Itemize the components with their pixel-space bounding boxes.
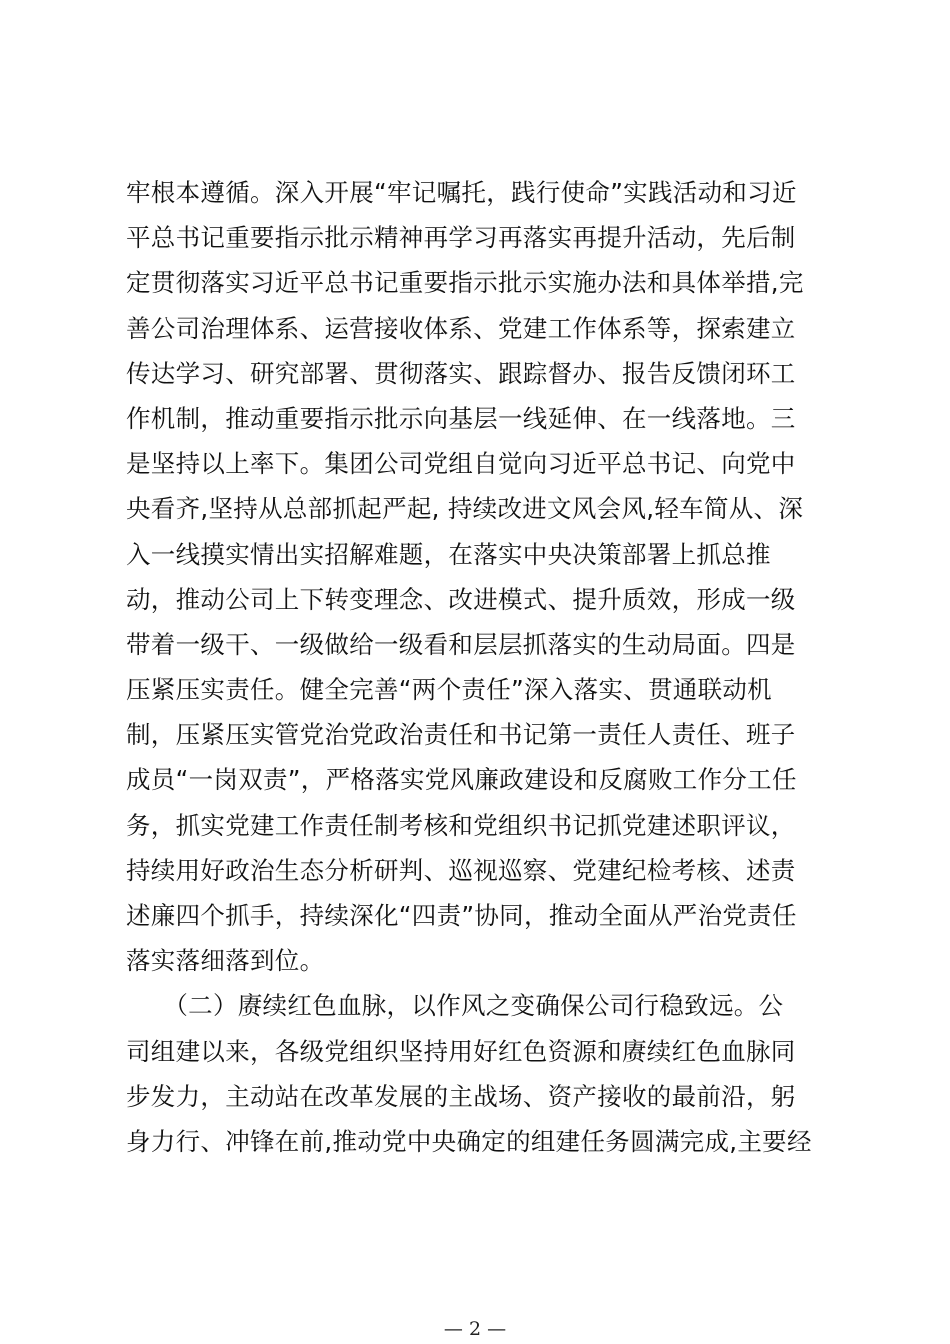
page-number: — 2 — [443,1318,507,1340]
text-line: 身力行、冲锋在前,推动党中央确定的组建任务圆满完成,主要经 [126,1126,812,1156]
text-line: 入一线摸实情出实招解难题，在落实中央决策部署上抓总推 [126,539,771,569]
text-line: 是坚持以上率下。集团公司党组自觉向习近平总书记、向党中 [126,449,796,479]
text-line: （二）赓续红色血脉，以作风之变确保公司行稳致远。公 [126,991,784,1021]
text-line: 牢根本遵循。深入开展“牢记嘱托，践行使命”实践活动和习近 [126,178,797,207]
text-line: 央看齐,坚持从总部抓起严起, 持续改进文风会风,轻车简从、深 [126,494,804,524]
text-line: 制，压紧压实管党治党政治责任和书记第一责任人责任、班子 [126,720,796,750]
text-line: 定贯彻落实习近平总书记重要指示批示实施办法和具体举措,完 [126,268,804,298]
text-line: 带着一级干、一级做给一级看和层层抓落实的生动局面。四是 [126,629,796,659]
text-line: 传达学习、研究部署、贯彻落实、跟踪督办、报告反馈闭环工 [126,358,796,388]
body-text [126,170,836,1164]
text-line: 持续用好政治生态分析研判、巡视巡察、党建纪检考核、述责 [126,855,796,885]
text-line: 动，推动公司上下转变理念、改进模式、提升质效，形成一级 [126,584,796,614]
text-line: 司组建以来，各级党组织坚持用好红色资源和赓续红色血脉同 [126,1036,796,1066]
text-line: 成员“一岗双责”，严格落实党风廉政建设和反腐败工作分工任 [126,765,797,795]
text-line: 务，抓实党建工作责任制考核和党组织书记抓党建述职评议， [126,810,796,840]
text-line: 善公司治理体系、运营接收体系、党建工作体系等，探索建立 [126,313,796,343]
text-line: 压紧压实责任。健全完善“两个责任”深入落实、贯通联动机 [126,675,772,705]
text-line: 平总书记重要指示批示精神再学习再落实再提升活动，先后制 [126,223,796,253]
text-line: 步发力，主动站在改革发展的主战场、资产接收的最前沿，躬 [126,1081,796,1111]
text-line: 落实落细落到位。 [126,946,325,976]
text-line: 作机制，推动重要指示批示向基层一线延伸、在一线落地。三 [126,403,796,433]
text-line: 述廉四个抓手，持续深化“四责”协同，推动全面从严治党责任 [126,901,797,930]
